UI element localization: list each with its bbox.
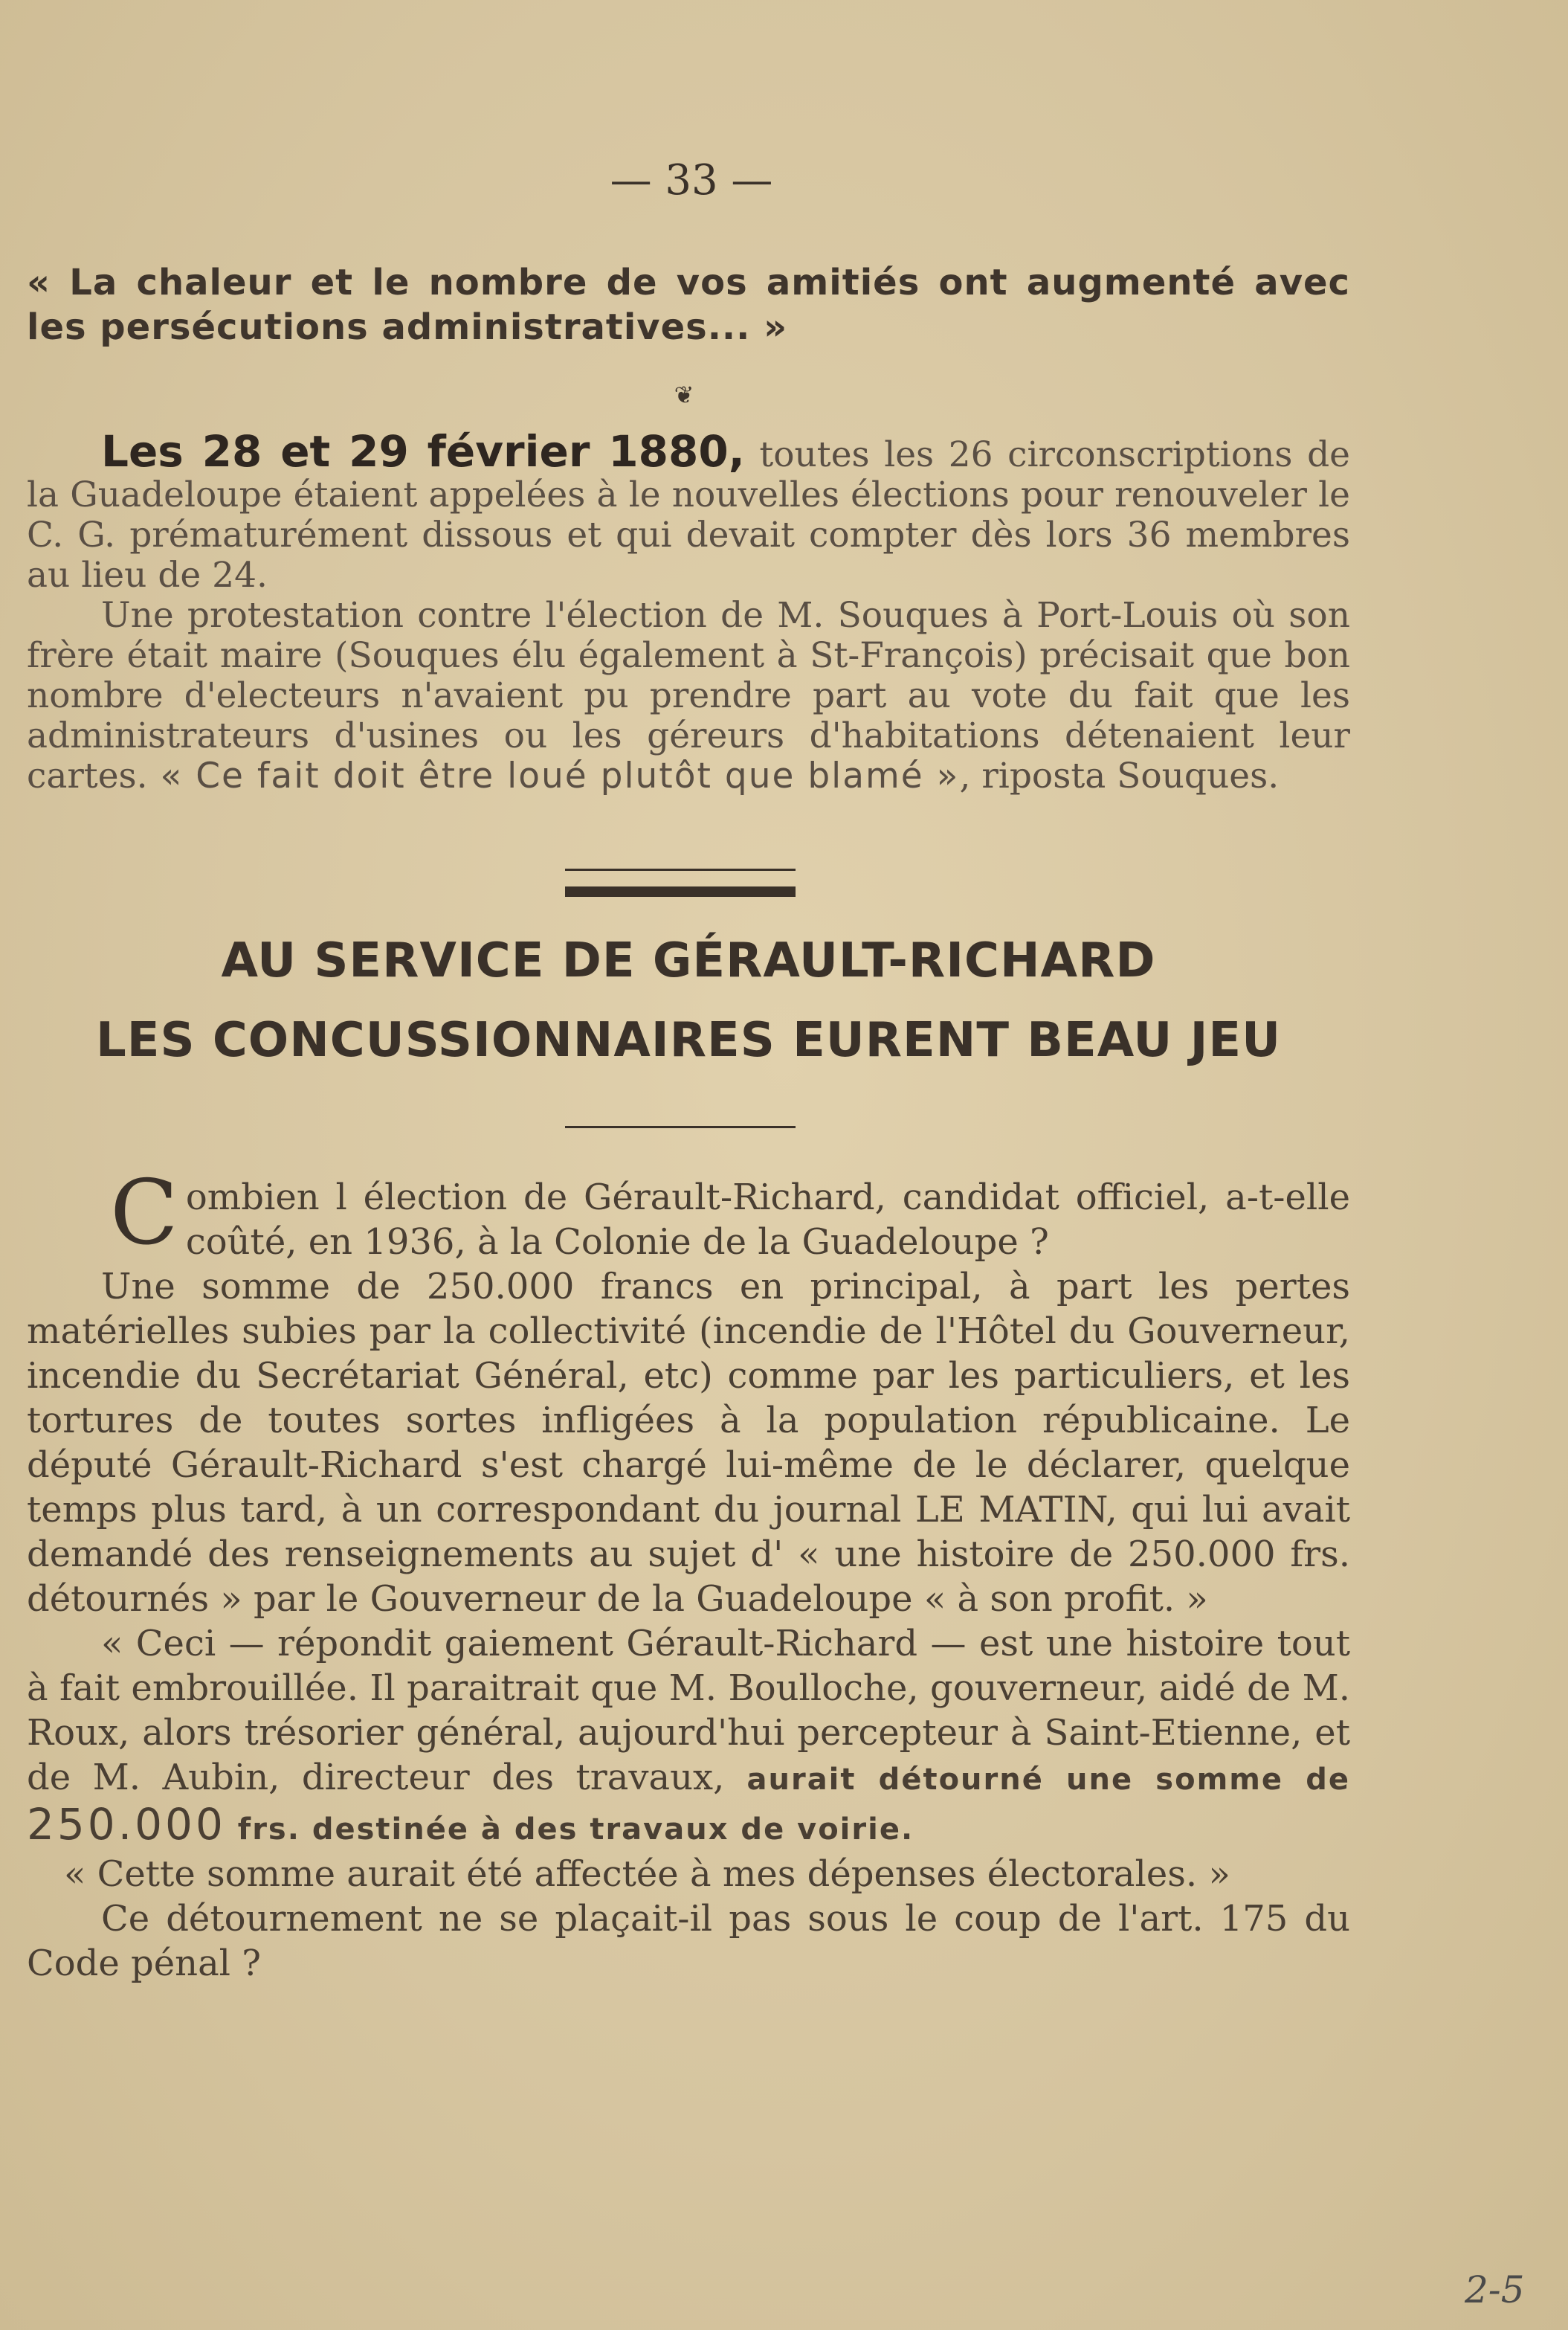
gerault-quote: « Ceci — répondit gaiement Gérault-Richard — est une histoire tout à fait embrouillée. Il paraitrait que M. Boulloche, gouverneur, aidé de M. Roux, alors trésorier général, aujourd'hui percepteur à Saint-Etienne, et de M. Aubin, directeur des travaux,	[27, 1623, 1350, 1798]
divider-thick	[565, 886, 796, 897]
electoral-quote: « Cette somme aurait été affectée à mes dépenses électorales. »	[64, 1853, 1230, 1895]
date-heading: Les 28 et 29 février 1880,	[101, 426, 745, 477]
protest-tail: , riposta Souques.	[959, 756, 1280, 796]
closing-question: Ce détournement ne se plaçait-il pas sous le coup de l'art. 175 du Code pénal ?	[27, 1898, 1350, 1984]
pencil-annotation: 2-5	[1465, 2268, 1525, 2311]
cost-section	[27, 1162, 1350, 1986]
section-heading-line2: LES CONCUSSIONNAIRES EURENT BEAU JEU	[95, 1013, 1282, 1068]
divider-thin	[565, 869, 796, 871]
divider-under-heading	[565, 1126, 796, 1128]
opening-quote: « La chaleur et le nombre de vos amitiés ont augmenté avec les persécutions administratives... »	[27, 262, 1350, 348]
souques-quote: « Ce fait doit être loué plutôt que blamé »	[147, 756, 960, 796]
diversion-tail: frs. destinée à des travaux de voirie.	[225, 1812, 914, 1847]
drop-cap: C	[110, 1162, 178, 1265]
page-number: — 33 —	[610, 156, 773, 205]
protest-text: Une protestation contre l'élection de M. Souques à Port-Louis où son frère était maire (Souques élu également à St-François) précisait que bon nombre d'electeurs n'avaient pu prendre part au vote du fait que les administrateurs d'usines ou les géreurs d'habitations détenaient leur cartes.	[27, 595, 1350, 796]
section-heading-line1: AU SERVICE DE GÉRAULT-RICHARD	[221, 933, 1156, 988]
elections-paragraph	[27, 426, 1350, 796]
amount-value: 250.000	[27, 1799, 226, 1850]
ornament-icon: ❦	[674, 381, 694, 409]
answer-text: Une somme de 250.000 francs en principal, à part les pertes matérielles subies par la collectivité (incendie de l'Hôtel du Gouverneur, incendie du Secrétariat Général, etc) comme par les particuliers, et les tortures de toutes sortes infligées à la population républicaine. Le député Gérault-Richard s'est chargé lui-même de le déclarer, quelque temps plus tard, à un correspondant du journal LE MATIN, qui lui avait demandé des renseignements au sujet d' « une histoire de 250.000 frs. détournés » par le Gouverneur de la Guadeloupe « à son profit. »	[27, 1266, 1350, 1620]
elections-text: toutes les 26 circonscriptions de la Guadeloupe étaient appelées à le nouvelles élections pour renouveler le C. G. prématurément dissous et qui devait compter dès lors 36 membres au lieu de 24.	[27, 434, 1350, 596]
diversion-text: aurait détourné une somme de	[724, 1763, 1350, 1797]
question-text: ombien l élection de Gérault-Richard, candidat officiel, a-t-elle coûté, en 1936, à la Colonie de la Guadeloupe ?	[185, 1177, 1350, 1263]
